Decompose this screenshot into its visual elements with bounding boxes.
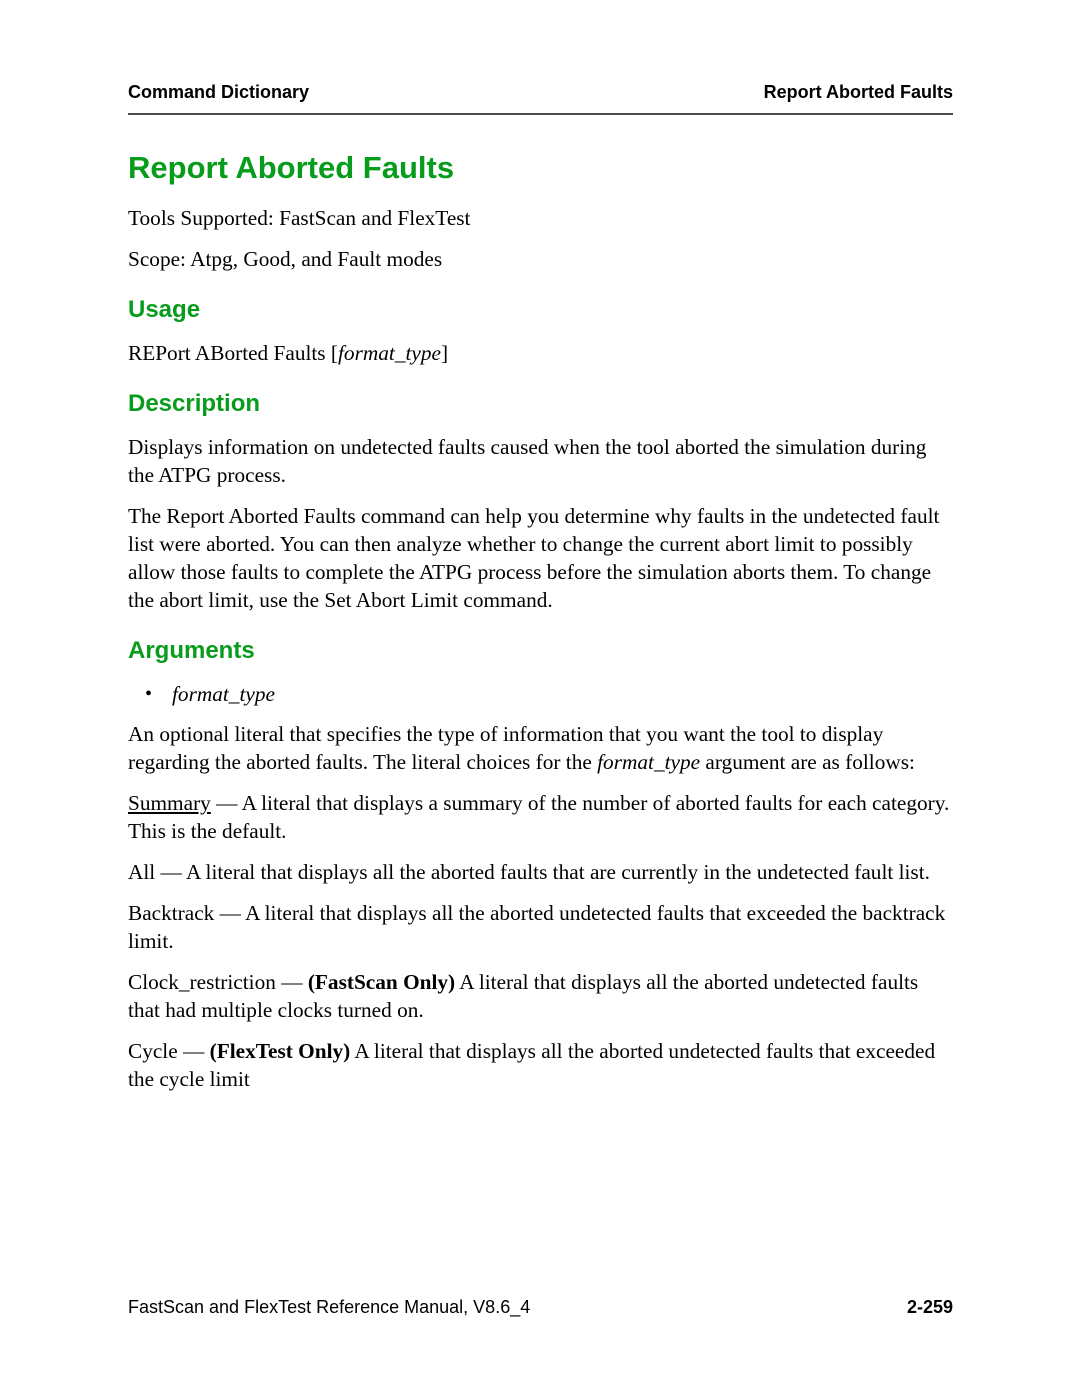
scope-line: Scope: Atpg, Good, and Fault modes — [128, 247, 443, 271]
option-separator: — — [210, 791, 242, 815]
format-type-bullet-item — [145, 680, 953, 708]
option-bold-flextest-only: (FlexTest Only) — [209, 1039, 351, 1063]
tools-supported-line: Tools Supported: FastScan and FlexTest — [128, 206, 471, 230]
argument-intro-paragraph — [128, 720, 953, 776]
option-text-cycle: A literal that displays all the aborted undetected faults that exceeded the cycle limit — [128, 1039, 936, 1091]
option-term-cycle: Cycle — [128, 1039, 178, 1063]
header-rule — [128, 113, 953, 115]
option-separator: — — [177, 1039, 210, 1063]
option-item-clock-restriction — [128, 968, 953, 1024]
arguments-heading: Arguments — [128, 637, 255, 664]
description-paragraph-2: The Report Aborted Faults command can help you determine why faults in the undetected fault list were aborted. You can then analyze whether to change the current abort limit to possibly allow those faults to complete the ATPG process before the simulation aborts them. To change the abort limit, use the Set Abort Limit command. — [128, 504, 940, 612]
footer-page-number: 2-259 — [906, 1297, 953, 1317]
option-text-backtrack: A literal that displays all the aborted undetected faults that exceeded the backtrack limit. — [128, 901, 946, 953]
usage-syntax-post: ] — [440, 341, 449, 365]
option-item-summary — [128, 789, 953, 845]
page-footer — [128, 1297, 953, 1318]
option-text-summary: A literal that displays a summary of the number of aborted faults for each category. This is the default. — [128, 791, 950, 843]
option-item-all — [128, 858, 953, 886]
argument-intro-pre: An optional literal that specifies the type of information that you want the tool to display regarding the aborted faults. The literal choices for the — [128, 722, 884, 774]
option-item-backtrack — [128, 899, 953, 955]
usage-syntax-argument: format_type — [338, 341, 441, 365]
usage-syntax-line — [128, 339, 953, 367]
bullet-icon: • — [145, 683, 153, 705]
usage-syntax-pre: REPort ABorted Faults [ — [128, 341, 339, 365]
option-term-clock-restriction: Clock_restriction — [128, 970, 276, 994]
header-command-title: Report Aborted Faults — [763, 82, 953, 102]
usage-heading: Usage — [128, 296, 201, 323]
page-title: Report Aborted Faults — [128, 150, 455, 185]
header-chapter-title: Command Dictionary — [128, 82, 310, 102]
option-separator: — — [155, 860, 186, 884]
argument-intro-post: argument are as follows: — [700, 750, 915, 774]
description-heading: Description — [128, 390, 261, 417]
option-item-cycle — [128, 1037, 953, 1093]
footer-manual-title: FastScan and FlexTest Reference Manual, V8.6_4 — [128, 1297, 531, 1317]
option-text-clock-restriction: A literal that displays all the aborted undetected faults that had multiple clocks turned on. — [128, 970, 919, 1022]
option-term-all: All — [128, 860, 156, 884]
option-bold-fastscan-only: (FastScan Only) — [307, 970, 456, 994]
option-separator: — — [214, 901, 246, 925]
format-type-term: format_type — [172, 682, 275, 706]
option-term-summary: Summary — [128, 791, 211, 815]
description-paragraph-1: Displays information on undetected faults caused when the tool aborted the simulation during the ATPG process. — [128, 435, 927, 487]
option-separator: — — [275, 970, 308, 994]
argument-intro-italic: format_type — [597, 750, 701, 774]
option-text-all: A literal that displays all the aborted faults that are currently in the undetected fault list. — [186, 860, 930, 884]
running-header — [128, 82, 953, 102]
option-term-backtrack: Backtrack — [128, 901, 215, 925]
